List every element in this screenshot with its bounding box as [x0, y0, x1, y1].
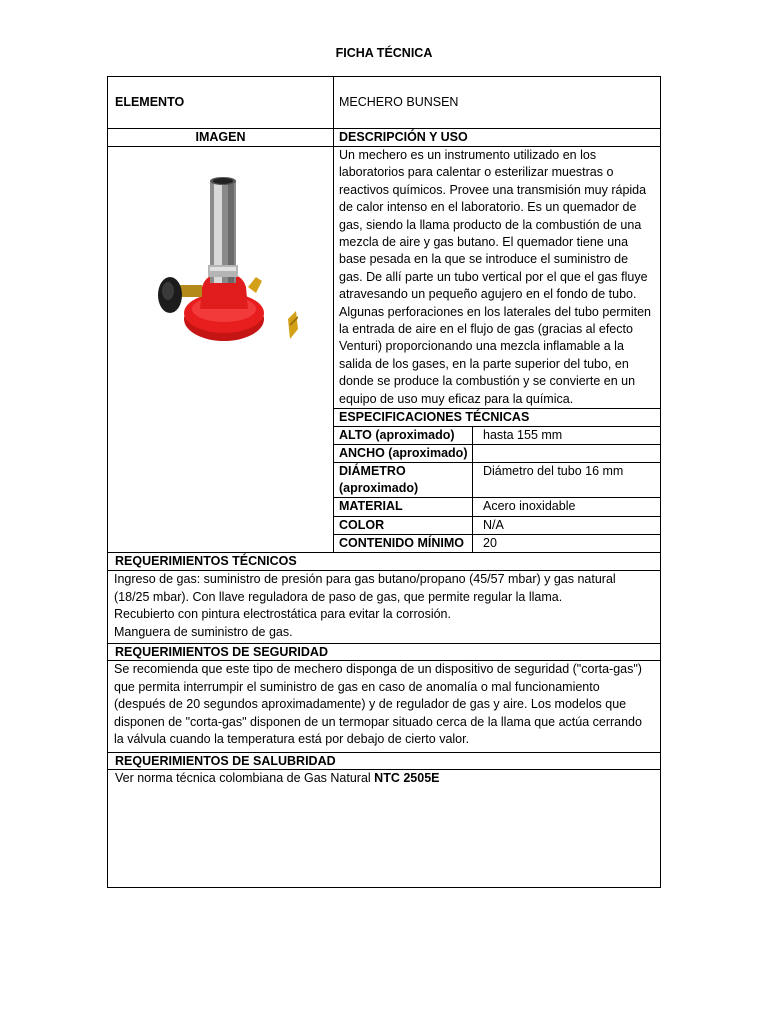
spec-label-ancho: ANCHO (aproximado): [339, 446, 468, 460]
elemento-label: ELEMENTO: [115, 95, 185, 109]
spec-label-diametro: DIÁMETRO (aproximado): [339, 464, 419, 496]
req-tecnicos-line: Manguera de suministro de gas.: [114, 624, 293, 639]
req-seguridad-header: REQUERIMIENTOS DE SEGURIDAD: [115, 645, 328, 659]
spec-value-alto: hasta 155 mm: [483, 428, 563, 442]
spec-sheet-table: [107, 76, 661, 888]
spec-label-contenido: CONTENIDO MÍNIMO: [339, 536, 464, 550]
spec-value-material: Acero inoxidable: [483, 499, 576, 513]
spec-value-diametro: Diámetro del tubo 16 mm: [483, 464, 624, 478]
req-tecnicos-text: [108, 571, 660, 641]
spec-label-color: COLOR: [339, 518, 385, 532]
req-salubridad-prefix: Ver norma técnica colombiana de Gas Natural: [115, 771, 375, 785]
descripcion-text: Un mechero es un instrumento utilizado en los laboratorios para calentar o esterilizar muestras o reactivos químicos. Provee una transmisión muy rápida de calor intenso en el laboratorio. Es un quemador de gas, siendo la llama producto de la combustión de una mezcla de aire y gas butano. El quemador tiene una base pesada en la que se introduce el suministro de gas. De allí parte un tubo vertical por el que el gas fluye atravesando un pequeño agujero en el fondo de tubo. Algunas perforaciones en los laterales del tubo permiten la entrada de aire en el flujo de gas (gracias al efecto Venturi) proporcionando una mezcla inflamable a la salida de los gases, en la parte superior del tubo, en donde se produce la combustión y se convierte en un equipo de uso muy eficaz para la química.: [339, 148, 651, 406]
req-salubridad-header: REQUERIMIENTOS DE SALUBRIDAD: [115, 754, 336, 768]
descripcion-header: DESCRIPCIÓN Y USO: [339, 130, 468, 144]
imagen-header: IMAGEN: [195, 130, 246, 144]
spec-value-contenido: 20: [483, 536, 497, 550]
spec-label-material: MATERIAL: [339, 499, 403, 513]
req-tecnicos-line: Ingreso de gas: suministro de presión para gas butano/propano (45/57 mbar) y gas natural (18/25 mbar). Con llave reguladora de paso de gas, que permite regular la llama.: [114, 572, 616, 604]
especificaciones-header: ESPECIFICACIONES TÉCNICAS: [339, 410, 530, 424]
bunsen-burner-image: [148, 169, 298, 359]
req-salubridad-text: [115, 770, 439, 787]
req-seguridad-text: Se recomienda que este tipo de mechero disponga de un dispositivo de seguridad ("corta-gas") que permita interrumpir el suministro de gas en caso de anomalía o mal funcionamiento (después de 20 segundos aproximadamente) y de regulador de gas y aire. Los modelos que disponen de "corta-gas" disponen de un termopar situado cerca de la llama que actúa cerrando la válvula cuando la temperatura está por debajo de cierto valor.: [114, 662, 642, 747]
req-tecnicos-line: Recubierto con pintura electrostática para evitar la corrosión.: [114, 607, 451, 621]
document-title: FICHA TÉCNICA: [335, 46, 433, 60]
ntc-reference: NTC 2505E: [374, 771, 440, 785]
spec-value-color: N/A: [483, 518, 504, 532]
req-tecnicos-header: REQUERIMIENTOS TÉCNICOS: [115, 554, 297, 568]
elemento-value: MECHERO BUNSEN: [339, 95, 459, 109]
spec-label-alto: ALTO (aproximado): [339, 428, 455, 442]
